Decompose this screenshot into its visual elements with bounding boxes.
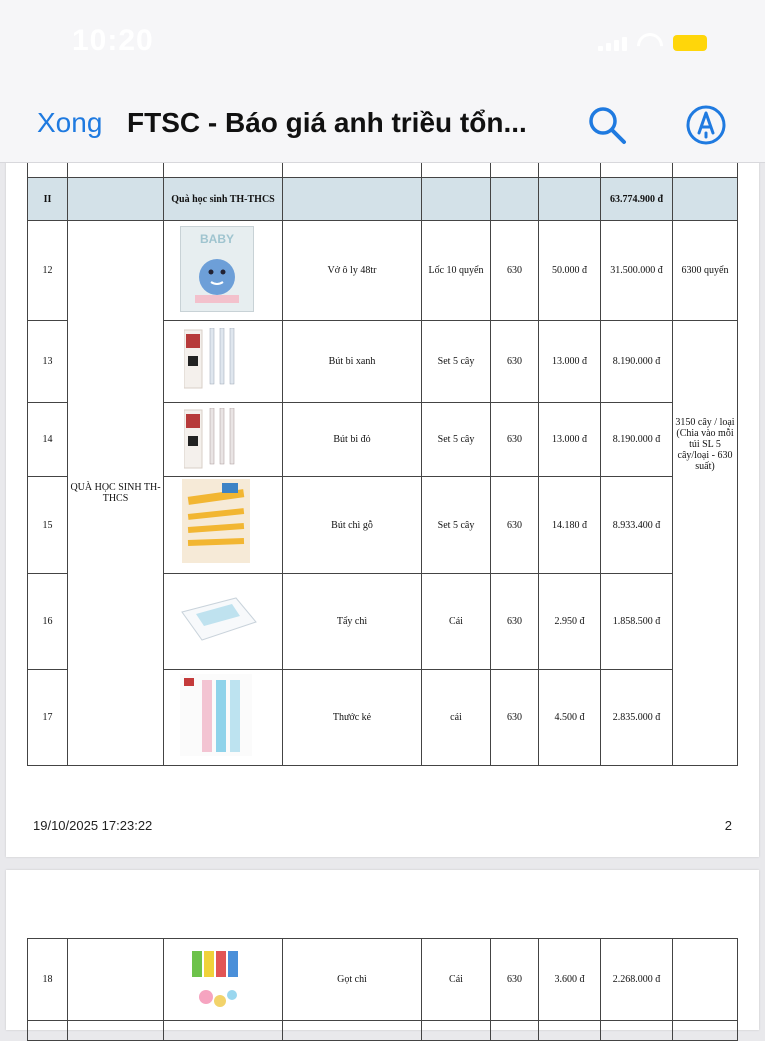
product-note: 6300 quyển (673, 221, 738, 321)
product-name: Bút bi đỏ (283, 403, 422, 477)
product-qty: 630 (491, 403, 539, 477)
product-name: Tẩy chì (283, 574, 422, 670)
product-amount: 2.268.000 đ (601, 939, 673, 1021)
product-price: 13.000 đ (539, 321, 601, 403)
row-number: 15 (28, 477, 68, 574)
row-number: 14 (28, 403, 68, 477)
product-unit: Cái (422, 574, 491, 670)
product-price: 50.000 đ (539, 221, 601, 321)
product-image (164, 221, 283, 321)
product-price: 13.000 đ (539, 403, 601, 477)
search-icon[interactable] (586, 104, 628, 146)
red-pen-thumbnail (184, 408, 244, 470)
product-qty: 630 (491, 477, 539, 574)
product-qty: 630 (491, 574, 539, 670)
status-time: 10:20 (72, 24, 154, 57)
product-unit: Set 5 cây (422, 477, 491, 574)
markup-pen-icon[interactable] (685, 104, 727, 146)
pdf-page (6, 870, 759, 1030)
product-price: 2.950 đ (539, 574, 601, 670)
print-datetime: 19/10/2025 17:23:22 (33, 818, 153, 833)
product-name: Bút bi xanh (283, 321, 422, 403)
product-price: 3.600 đ (539, 939, 601, 1021)
section-number: II (28, 178, 68, 221)
group-label: QUÀ HỌC SINH TH-THCS (68, 221, 164, 766)
quotation-table (27, 938, 738, 1041)
table-row (28, 221, 738, 321)
row-number: 18 (28, 939, 68, 1021)
row-number: 12 (28, 221, 68, 321)
done-button[interactable]: Xong (37, 107, 103, 138)
section-name: Quà học sinh TH-THCS (164, 178, 283, 221)
product-image (164, 321, 283, 403)
product-name: Thước kẻ (283, 670, 422, 766)
notebook-thumbnail (181, 227, 253, 311)
product-amount: 31.500.000 đ (601, 221, 673, 321)
section-row (28, 178, 738, 221)
blue-pen-thumbnail (184, 328, 244, 390)
product-price: 14.180 đ (539, 477, 601, 574)
page-number: 2 (724, 818, 732, 833)
product-unit: cái (422, 670, 491, 766)
pdf-page (6, 162, 759, 857)
wifi-icon (637, 33, 663, 51)
table-row (28, 161, 738, 178)
product-amount: 8.190.000 đ (601, 403, 673, 477)
product-name: Bút chì gỗ (283, 477, 422, 574)
product-price: 4.500 đ (539, 670, 601, 766)
battery-icon (673, 35, 707, 51)
ruler-thumbnail (180, 674, 252, 756)
product-qty: 630 (491, 939, 539, 1021)
section-total: 63.774.900 đ (601, 178, 673, 221)
product-image (164, 574, 283, 670)
product-image (164, 477, 283, 574)
product-unit: Cái (422, 939, 491, 1021)
product-unit: Set 5 cây (422, 321, 491, 403)
product-qty: 630 (491, 670, 539, 766)
product-unit: Lốc 10 quyển (422, 221, 491, 321)
product-qty: 630 (491, 321, 539, 403)
product-amount: 8.933.400 đ (601, 477, 673, 574)
sharpener-thumbnail (186, 943, 248, 1017)
document-title: FTSC - Báo giá anh triều tổn... (127, 107, 527, 138)
eraser-thumbnail (176, 592, 260, 652)
product-name: Vở ô ly 48tr (283, 221, 422, 321)
product-qty: 630 (491, 221, 539, 321)
product-amount: 8.190.000 đ (601, 321, 673, 403)
row-number: 13 (28, 321, 68, 403)
table-row (28, 939, 738, 1021)
status-icons (598, 33, 707, 51)
pencil-thumbnail (182, 479, 250, 563)
product-note: 3150 cây / loại (Chia vào mỗi túi SL 5 cây/loại - 630 suất) (673, 321, 738, 766)
notebook-logo-text: BABY (199, 232, 235, 246)
product-image (164, 670, 283, 766)
product-amount: 2.835.000 đ (601, 670, 673, 766)
product-image (164, 939, 283, 1021)
signal-icon (598, 37, 627, 51)
viewer-header (0, 0, 765, 162)
product-unit: Set 5 cây (422, 403, 491, 477)
product-name: Gọt chì (283, 939, 422, 1021)
row-number: 16 (28, 574, 68, 670)
product-amount: 1.858.500 đ (601, 574, 673, 670)
product-image (164, 403, 283, 477)
row-number: 17 (28, 670, 68, 766)
quotation-table (27, 160, 738, 766)
